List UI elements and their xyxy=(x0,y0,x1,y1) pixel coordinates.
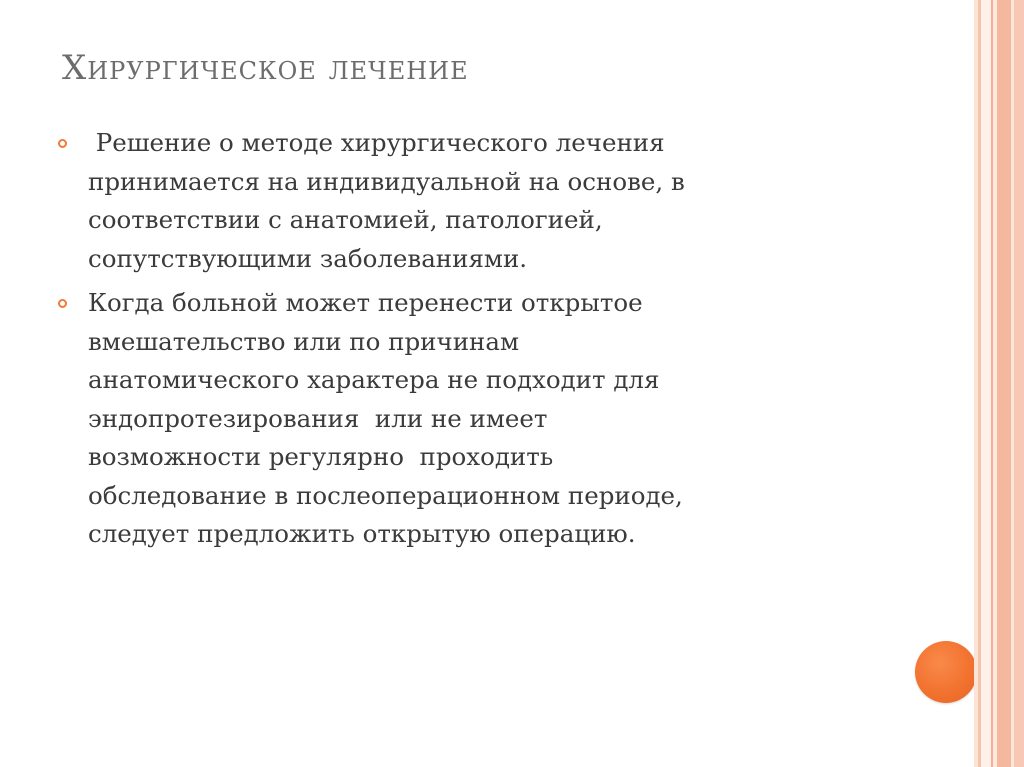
bullet-2-line-5: возможности регулярно проходить xyxy=(88,442,554,471)
stripe xyxy=(1014,0,1024,767)
bullet-1-line-3: соответствии с анатомией, патологией, xyxy=(88,205,603,234)
right-decorative-stripes xyxy=(974,0,1024,767)
ring-bullet-icon xyxy=(58,139,67,148)
stripe xyxy=(981,0,991,767)
bullet-2-line-1: Когда больной может перенести открытое xyxy=(88,288,643,317)
bullet-item-2 xyxy=(58,284,888,554)
stripe xyxy=(997,0,1011,767)
bullet-2-line-2: вмешательство или по причинам xyxy=(88,326,520,356)
bullet-2-line-3: анатомического характера не подходит для xyxy=(88,365,660,394)
bullet-2-line-6: обследование в послеоперационном периоде, xyxy=(88,480,683,510)
bullet-2-line-4: эндопротезирования или не имеет xyxy=(88,403,548,433)
slide-title: Хирургическое лечение xyxy=(62,48,469,88)
orange-circle-decoration xyxy=(915,641,977,703)
bullet-2-line-7: следует предложить открытую операцию. xyxy=(88,519,636,548)
bullet-1-line-2: принимается на индивидуальной на основе, в xyxy=(88,166,685,196)
ring-bullet-icon xyxy=(58,299,67,308)
bullet-item-1 xyxy=(58,124,888,278)
bullet-1-line-1: Решение о методе хирургического лечения xyxy=(88,128,665,157)
bullet-1-line-4: сопутствующими заболеваниями. xyxy=(88,243,528,273)
slide-content xyxy=(58,124,888,560)
